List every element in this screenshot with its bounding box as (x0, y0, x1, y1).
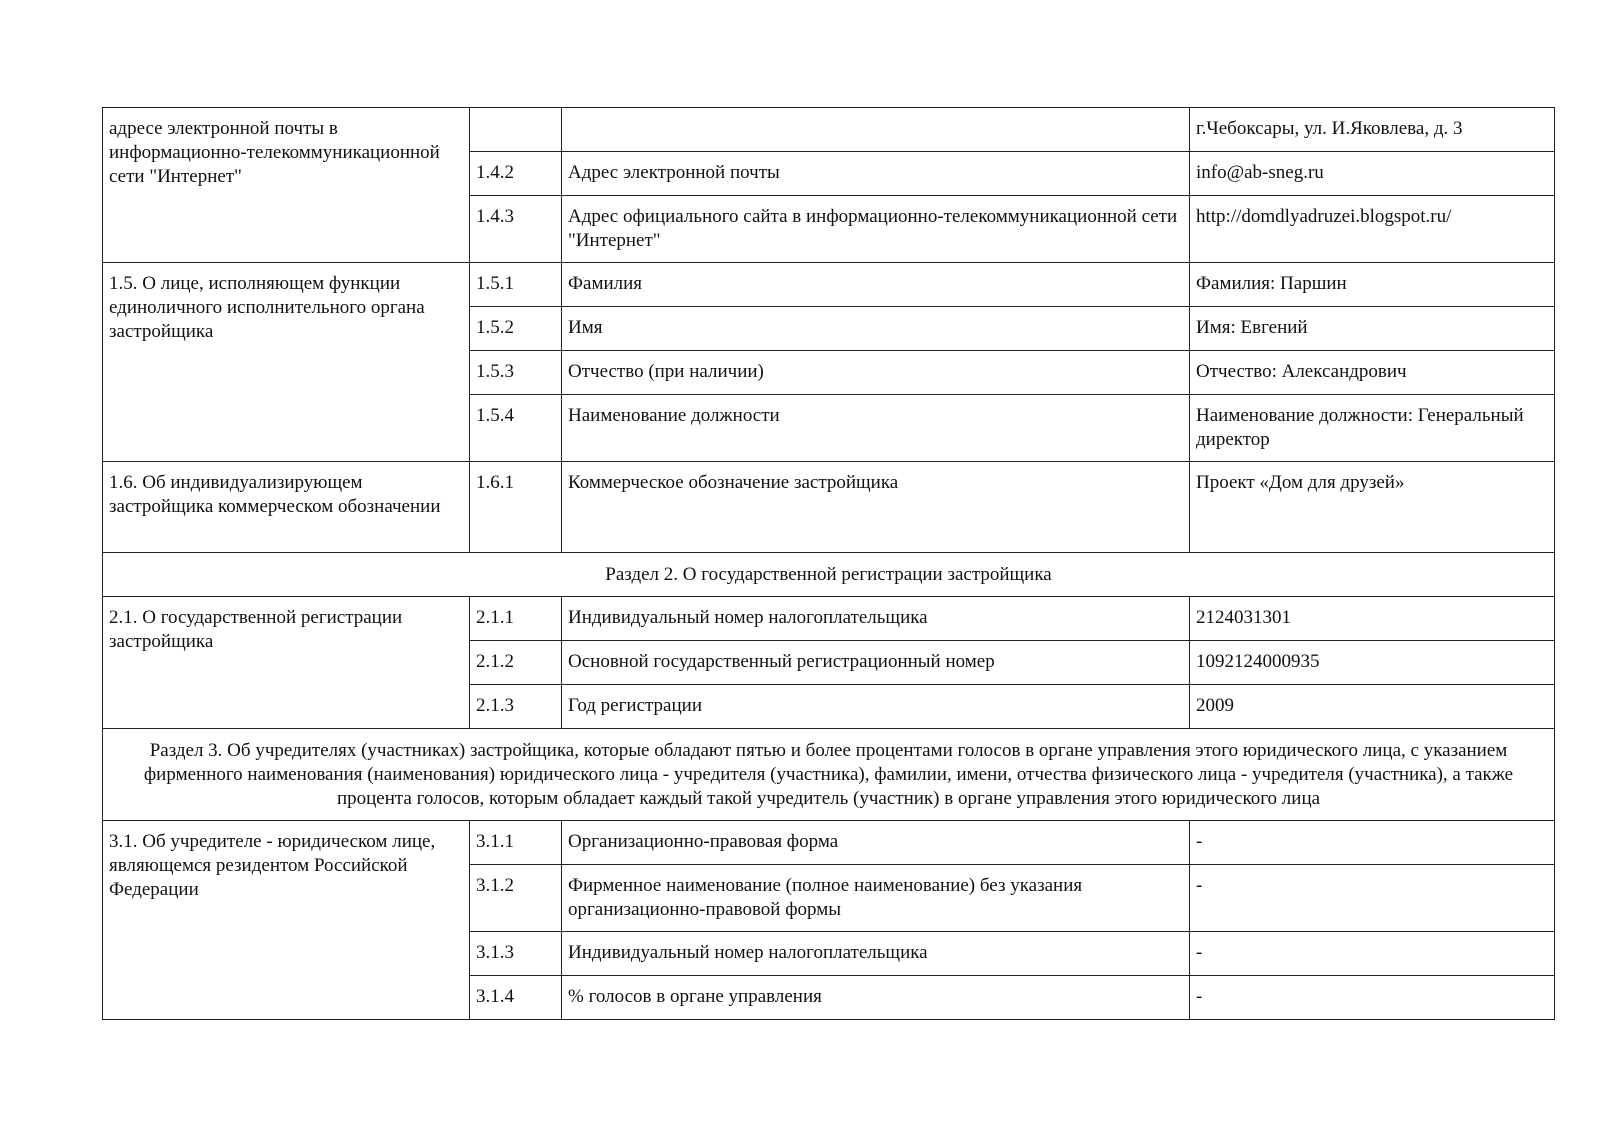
section-heading-row (103, 729, 1555, 821)
item-number: 2.1.2 (470, 641, 562, 685)
row-group-label: 3.1. Об учредителе - юридическом лице, являющемся резидентом Российской Федерации (103, 821, 470, 1020)
item-number: 1.5.4 (470, 395, 562, 462)
item-value: - (1190, 865, 1555, 932)
item-value: - (1190, 932, 1555, 976)
item-name: Коммерческое обозначение застройщика (562, 462, 1190, 553)
row-group-label: 2.1. О государственной регистрации застройщика (103, 597, 470, 729)
item-number: 3.1.3 (470, 932, 562, 976)
item-number: 1.4.3 (470, 196, 562, 263)
item-name: Индивидуальный номер налогоплательщика (562, 932, 1190, 976)
item-name: % голосов в органе управления (562, 976, 1190, 1020)
item-value: г.Чебоксары, ул. И.Яковлева, д. 3 (1190, 108, 1555, 152)
table-row (103, 597, 1555, 641)
item-value: Фамилия: Паршин (1190, 263, 1555, 307)
row-group-label: адресе электронной почты в информационно-телекоммуникационной сети "Интернет" (103, 108, 470, 263)
item-value: Имя: Евгений (1190, 307, 1555, 351)
item-number: 1.5.2 (470, 307, 562, 351)
table-row (103, 821, 1555, 865)
item-value: 2124031301 (1190, 597, 1555, 641)
table-row (103, 108, 1555, 152)
item-value: Отчество: Александрович (1190, 351, 1555, 395)
item-number: 1.5.3 (470, 351, 562, 395)
item-value: http://domdlyadruzei.blogspot.ru/ (1190, 196, 1555, 263)
item-number: 3.1.2 (470, 865, 562, 932)
item-name: Год регистрации (562, 685, 1190, 729)
item-number: 2.1.3 (470, 685, 562, 729)
item-number: 2.1.1 (470, 597, 562, 641)
item-value: - (1190, 976, 1555, 1020)
item-number: 1.4.2 (470, 152, 562, 196)
item-value: 1092124000935 (1190, 641, 1555, 685)
row-group-label: 1.6. Об индивидуализирующем застройщика коммерческом обозначении (103, 462, 470, 553)
item-name: Отчество (при наличии) (562, 351, 1190, 395)
item-value: info@ab-sneg.ru (1190, 152, 1555, 196)
section-heading-row (103, 553, 1555, 597)
section-3-title: Раздел 3. Об учредителях (участниках) застройщика, которые обладают пятью и более процентами голосов в органе управления этого юридического лица, с указанием фирменного наименования (наименования) юридического лица - учредителя (участника), фамилии, имени, отчества физического лица - учредителя (участника), а также процента голосов, которым обладает каждый такой учредитель (участник) в органе управления этого юридического лица (103, 729, 1555, 821)
item-name: Организационно-правовая форма (562, 821, 1190, 865)
item-number: 1.5.1 (470, 263, 562, 307)
item-name: Фирменное наименование (полное наименование) без указания организационно-правовой формы (562, 865, 1190, 932)
item-value: 2009 (1190, 685, 1555, 729)
row-group-label: 1.5. О лице, исполняющем функции единоличного исполнительного органа застройщика (103, 263, 470, 462)
item-name: Адрес официального сайта в информационно-телекоммуникационной сети "Интернет" (562, 196, 1190, 263)
item-name: Имя (562, 307, 1190, 351)
item-name: Основной государственный регистрационный номер (562, 641, 1190, 685)
item-number: 1.6.1 (470, 462, 562, 553)
section-2-title: Раздел 2. О государственной регистрации застройщика (103, 553, 1555, 597)
item-name: Адрес электронной почты (562, 152, 1190, 196)
item-number: 3.1.4 (470, 976, 562, 1020)
developer-info-table (102, 107, 1555, 1020)
item-name: Наименование должности (562, 395, 1190, 462)
item-value: Проект «Дом для друзей» (1190, 462, 1555, 553)
table-row (103, 263, 1555, 307)
item-name: Индивидуальный номер налогоплательщика (562, 597, 1190, 641)
item-value: Наименование должности: Генеральный директор (1190, 395, 1555, 462)
item-number (470, 108, 562, 152)
item-number: 3.1.1 (470, 821, 562, 865)
item-value: - (1190, 821, 1555, 865)
item-name: Фамилия (562, 263, 1190, 307)
table-row (103, 462, 1555, 553)
item-name (562, 108, 1190, 152)
